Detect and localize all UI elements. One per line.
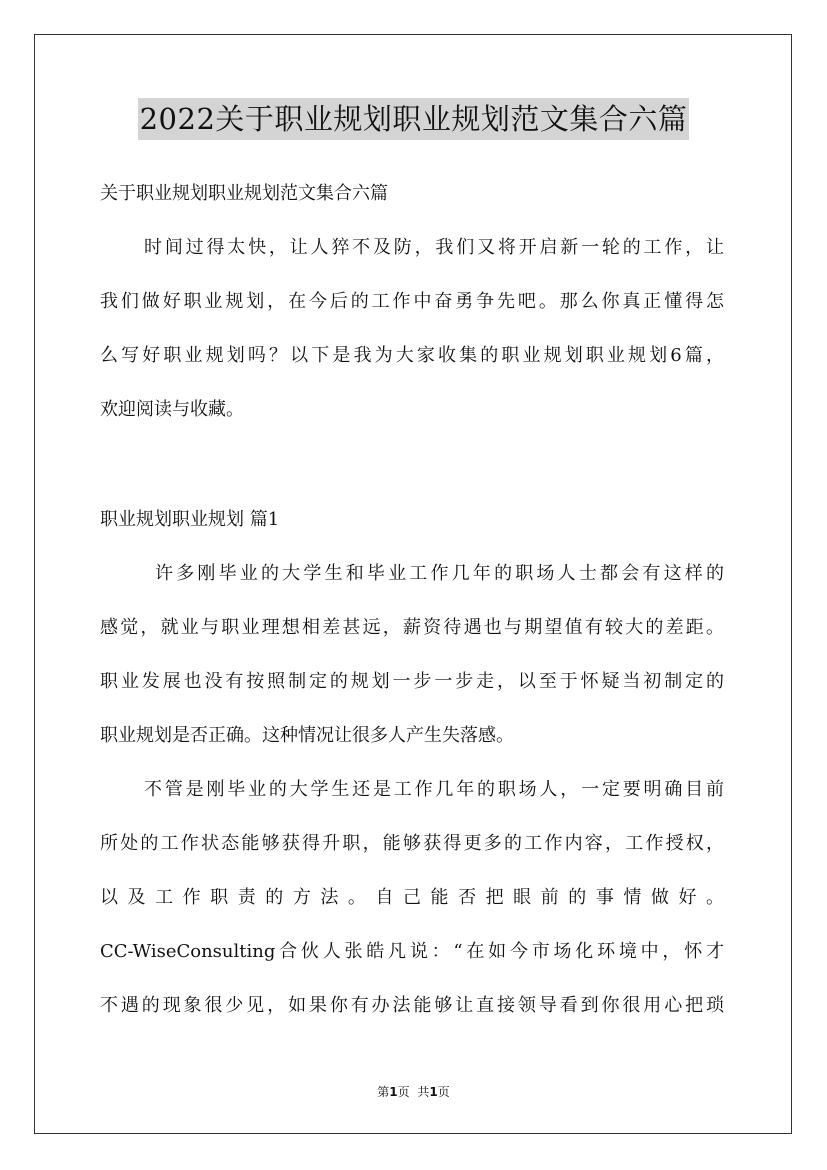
- para1-line-1: 许多刚毕业的大学生和毕业工作几年的职场人士都会有这样的: [155, 563, 724, 584]
- intro-line-2: 我们做好职业规划，在今后的工作中奋勇争先吧。那么你真正懂得怎: [100, 291, 724, 312]
- footer-page-prefix: 第: [377, 1085, 390, 1099]
- section-heading: 职业规划职业规划 篇1: [100, 509, 280, 530]
- intro-line-4: 欢迎阅读与收藏。: [100, 399, 244, 420]
- para1-line-2: 感觉，就业与职业理想相差甚远，薪资待遇也与期望值有较大的差距。: [100, 617, 724, 638]
- para2-line-2: 所处的工作状态能够获得升职，能够获得更多的工作内容，工作授权，: [100, 833, 724, 854]
- document-subtitle: 关于职业规划职业规划范文集合六篇: [100, 183, 388, 204]
- title-container: [0, 98, 827, 140]
- footer-total-prefix: 共: [417, 1085, 430, 1099]
- para2-line-1: 不管是刚毕业的大学生还是工作几年的职场人，一定要明确目前: [144, 779, 724, 800]
- para1-line-3: 职业发展也没有按照制定的规划一步一步走，以至于怀疑当初制定的: [100, 671, 724, 692]
- footer-page-num: 1: [389, 1085, 398, 1099]
- intro-line-3: 么写好职业规划吗？以下是我为大家收集的职业规划职业规划6篇，: [100, 345, 724, 366]
- para2-line-3: 以及工作职责的方法。自己能否把眼前的事情做好。: [100, 887, 724, 908]
- intro-line-1: 时间过得太快，让人猝不及防，我们又将开启新一轮的工作，让: [144, 237, 724, 258]
- page-footer: [0, 1083, 827, 1100]
- para2-line-4: CC-WiseConsulting合伙人张皓凡说：“在如今市场化环境中，怀才: [100, 941, 724, 962]
- footer-page-suffix: 页: [397, 1085, 410, 1099]
- para1-line-4: 职业规划是否正确。这种情况让很多人产生失落感。: [100, 725, 514, 746]
- footer-total-suffix: 页: [437, 1085, 450, 1099]
- para2-line-5: 不遇的现象很少见，如果你有办法能够让直接领导看到你很用心把琐: [100, 995, 724, 1016]
- footer-total-num: 1: [429, 1085, 438, 1099]
- document-title: 2022关于职业规划职业规划范文集合六篇: [138, 98, 690, 140]
